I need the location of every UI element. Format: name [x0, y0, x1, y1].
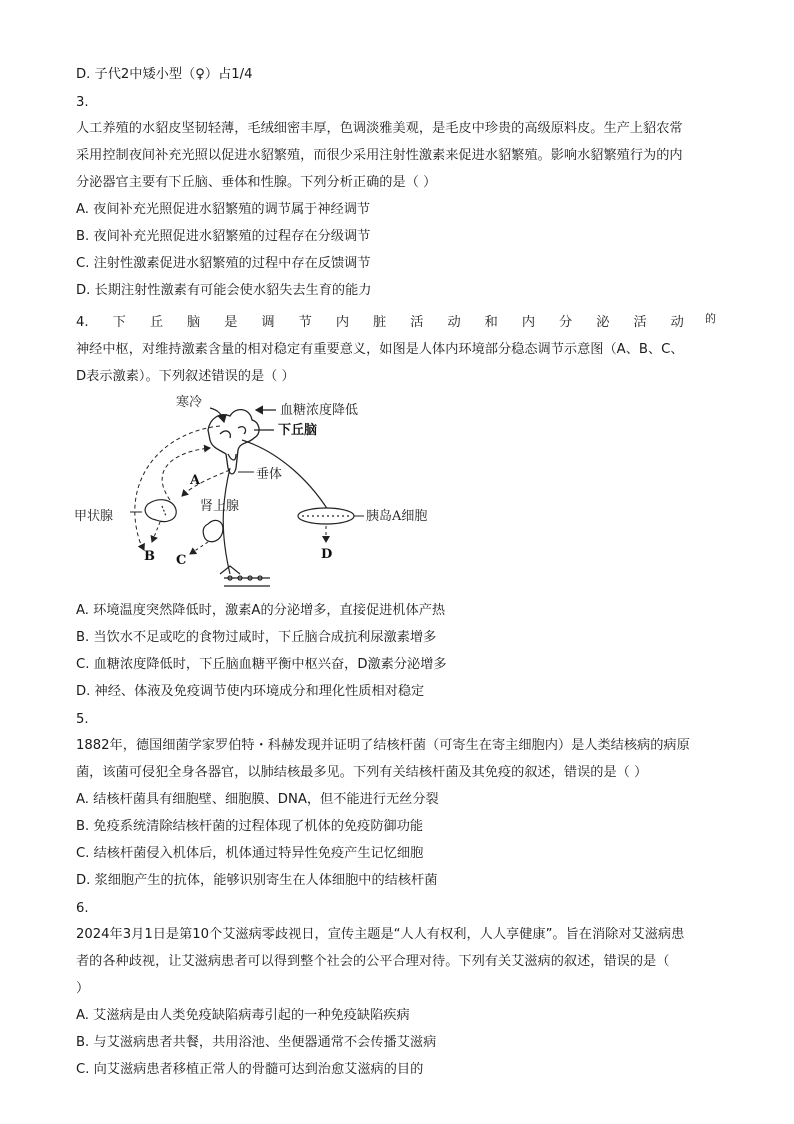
effector-symbol: [220, 566, 270, 586]
q4-char: 脏: [373, 315, 387, 330]
islet-a-cells: [298, 508, 354, 524]
q5-stem-line-1: 1882年，德国细菌学家罗伯特・科赫发现并证明了结核杆菌（可寄生在寄主细胞内）是人类结核病的病原: [76, 738, 690, 753]
label-hormone-d: D: [321, 547, 333, 562]
label-pituitary: 垂体: [256, 467, 283, 482]
q3-stem-line-2: 采用控制夜间补充光照以促进水貂繁殖，而很少采用注射性激素来促进水貂繁殖。影响水貂繁殖行为的内: [76, 148, 683, 163]
q5-option-c: C. 结核杆菌侵入机体后，机体通过特异性免疫产生记忆细胞: [76, 846, 424, 861]
q4-char: 是: [224, 315, 238, 330]
label-adrenal: 肾上腺: [200, 499, 240, 514]
q4-char: 泌: [596, 315, 610, 330]
label-islet-a: 胰岛A细胞: [366, 509, 428, 524]
label-hypothalamus: 下丘脑: [278, 423, 318, 438]
q4-char: 内: [335, 315, 350, 330]
q4-char: 和: [484, 315, 498, 330]
q5-number: 5.: [76, 712, 89, 727]
q4-stem-line-1: [76, 314, 684, 332]
q4-option-b: B. 当饮水不足或吃的食物过咸时，下丘脑合成抗利尿激素增多: [76, 630, 437, 645]
q4-char: 活: [633, 315, 647, 330]
q3-option-c: C. 注射性激素促进水貂繁殖的过程中存在反馈调节: [76, 256, 371, 271]
q4-sup-char: 的: [705, 312, 716, 325]
q4-char: 动: [670, 315, 684, 330]
q5-stem-line-2: 菌，该菌可侵犯全身各器官，以肺结核最多见。下列有关结核杆菌及其免疫的叙述，错误的是（ ）: [76, 765, 648, 780]
q4-char: 丘: [149, 315, 163, 330]
q4-char: 内: [521, 315, 536, 330]
q4-option-a: A. 环境温度突然降低时，激素A的分泌增多，直接促进机体产热: [76, 603, 446, 618]
q4-char: 活: [410, 315, 424, 330]
regulation-diagram: [70, 392, 490, 597]
q4-char: 下: [112, 315, 126, 330]
q6-number: 6.: [76, 901, 89, 916]
label-cold: 寒冷: [176, 395, 203, 410]
thyroid-gland: [145, 500, 176, 522]
q5-option-b: B. 免疫系统清除结核杆菌的过程体现了机体的免疫防御功能: [76, 819, 424, 834]
q4-char: 节: [298, 315, 312, 330]
q4-char: 脑: [187, 315, 201, 330]
adrenal-gland: [203, 520, 223, 541]
label-hormone-c: C: [176, 553, 187, 568]
q6-stem-line-1: 2024年3月1日是第10个艾滋病零歧视日，宣传主题是“人人有权利，人人享健康”。旨在消除对艾滋病患: [76, 927, 685, 942]
label-hormone-a: A: [190, 473, 201, 488]
q6-option-c: C. 向艾滋病患者移植正常人的骨髓可达到治愈艾滋病的目的: [76, 1062, 424, 1077]
q4-option-d: D. 神经、体液及免疫调节使内环境成分和理化性质相对稳定: [76, 684, 425, 699]
q3-stem-line-3: 分泌器官主要有下丘脑、垂体和性腺。下列分析正确的是（ ）: [76, 175, 437, 190]
q4-stem-line-3: D表示激素）。下列叙述错误的是（ ）: [76, 369, 295, 384]
q6-stem-line-2: 者的各种歧视，让艾滋病患者可以得到整个社会的公平合理对待。下列有关艾滋病的叙述，错误的是（: [76, 954, 670, 969]
hormone-c-arrow: [190, 542, 208, 554]
nerve-to-islet: [242, 440, 328, 510]
q4-stem-line-2: 神经中枢，对维持激素含量的相对稳定有重要意义，如图是人体内环境部分稳态调节示意图（A、B、C、: [76, 342, 684, 357]
q4-char: 动: [447, 315, 461, 330]
q4-char: 调: [261, 315, 275, 330]
q2-option-d: D. 子代2中矮小型（♀）占1/4: [76, 67, 253, 82]
label-thyroid: 甲状腺: [74, 509, 114, 524]
q3-option-a: A. 夜间补充光照促进水貂繁殖的调节属于神经调节: [76, 202, 371, 217]
hormone-b-arrow: [152, 522, 160, 542]
label-blood-sugar-drop: 血糖浓度降低: [280, 403, 359, 418]
label-hormone-b: B: [144, 549, 155, 564]
q3-option-d: D. 长期注射性激素有可能会使水貂失去生育的能力: [76, 283, 372, 298]
q3-number: 3.: [76, 95, 89, 110]
q3-option-b: B. 夜间补充光照促进水貂繁殖的过程存在分级调节: [76, 229, 371, 244]
q5-option-d: D. 浆细胞产生的抗体，能够识别寄生在人体细胞中的结核杆菌: [76, 873, 438, 888]
q6-option-b: B. 与艾滋病患者共餐，共用浴池、坐便器通常不会传播艾滋病: [76, 1035, 437, 1050]
q3-stem-line-1: 人工养殖的水貂皮坚韧轻薄，毛绒细密丰厚，色调淡雅美观，是毛皮中珍贵的高级原料皮。生产上貂农常: [76, 121, 683, 136]
q4-option-c: C. 血糖浓度降低时，下丘脑血糖平衡中枢兴奋，D激素分泌增多: [76, 657, 447, 672]
q4-number: 4.: [76, 315, 89, 330]
q6-stem-line-3: ）: [76, 981, 90, 996]
q4-char: 分: [559, 315, 573, 330]
nerve-to-adrenal: [223, 468, 230, 574]
hypothalamus-pituitary-shape: [208, 410, 259, 474]
q6-option-a: A. 艾滋病是由人类免疫缺陷病毒引起的一种免疫缺陷疾病: [76, 1008, 410, 1023]
q5-option-a: A. 结核杆菌具有细胞壁、细胞膜、DNA，但不能进行无丝分裂: [76, 792, 439, 807]
